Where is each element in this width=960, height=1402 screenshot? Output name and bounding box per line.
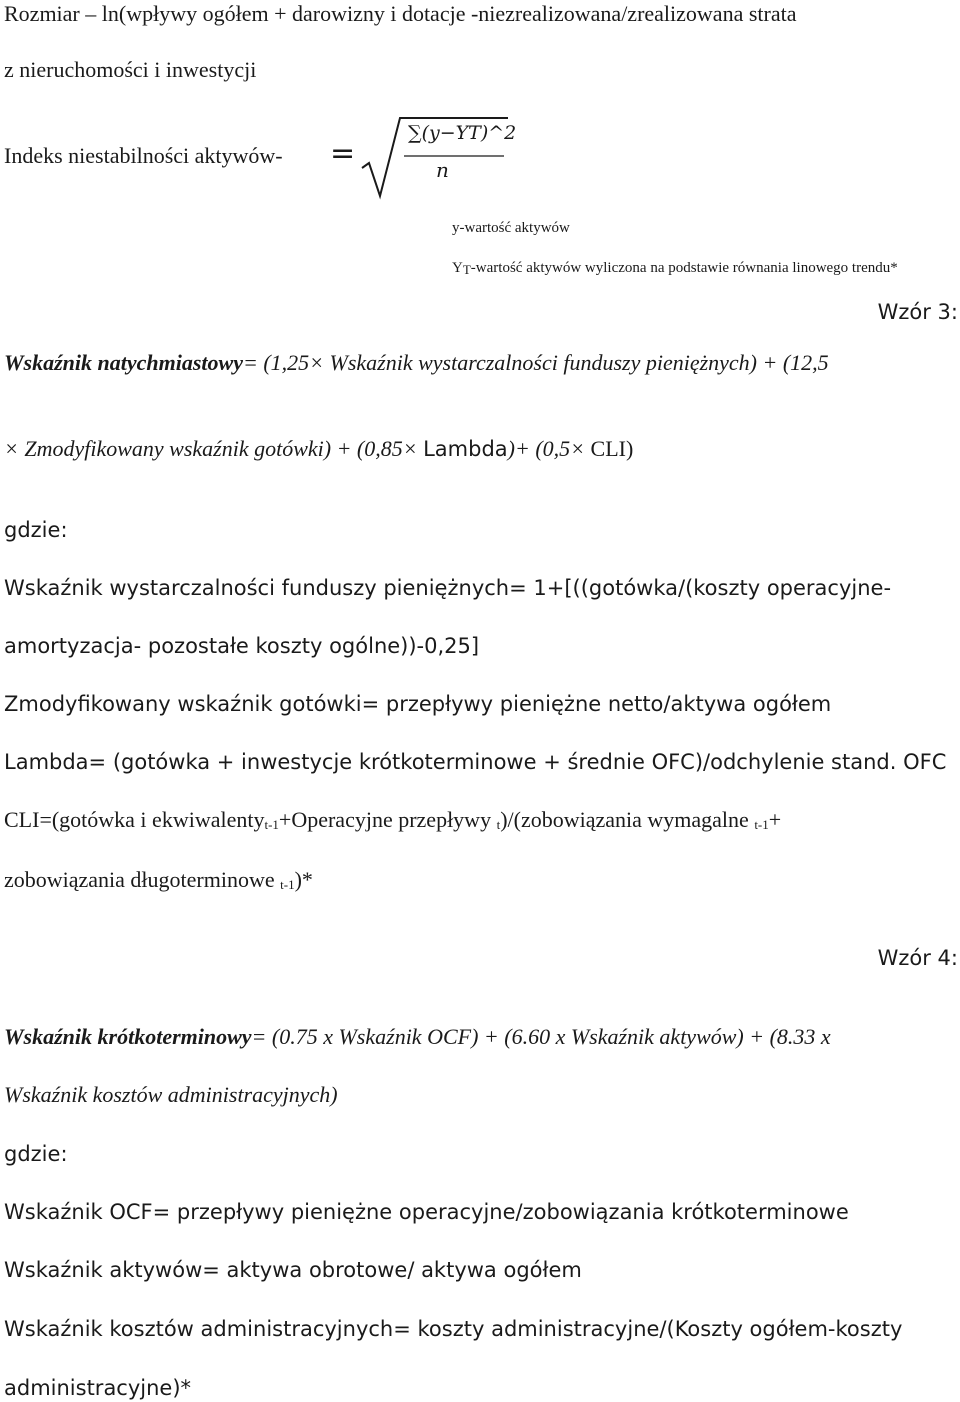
gdzie-label: gdzie: <box>4 518 68 542</box>
definition-funduszy-line-1: Wskaźnik wystarczalności funduszy pieniężnych= 1+[((gotówka/(koszty operacyjne- <box>4 576 892 600</box>
note-yt-value: $Y_T$-wartość aktywów wyliczona na podstawie równania linowego trendu* <box>452 260 898 277</box>
equation-4-title: Wskaźnik krótkoterminowy <box>4 1024 252 1049</box>
definition-funduszy-line-2: amortyzacja- pozostałe koszty ogólne))-0,25] <box>4 634 480 658</box>
text-line-nieruchomosci: z nieruchomości i inwestycji <box>4 57 257 82</box>
formula-number-4: Wzór 4: <box>877 946 958 970</box>
equation-3-line-2: × Zmodyfikowany wskaźnik gotówki) + (0,85× Lambda)+ (0,5× CLI) <box>4 436 634 461</box>
definition-kosztow-line-1: Wskaźnik kosztów administracyjnych= koszty administracyjne/(Koszty ogółem-koszty <box>4 1317 903 1341</box>
formula-equals-sign: = <box>330 136 356 171</box>
definition-aktywow: Wskaźnik aktywów= aktywa obrotowe/ aktywa ogółem <box>4 1258 582 1282</box>
gdzie-label-2: gdzie: <box>4 1142 68 1166</box>
equation-3-line-1: Wskaźnik natychmiastowy= (1,25× Wskaźnik wystarczalności funduszy pieniężnych) + (12,5 <box>4 350 829 375</box>
formula-denominator: n <box>436 158 449 182</box>
formula-asset-instability <box>4 110 524 200</box>
formula-number-3: Wzór 3: <box>877 300 958 324</box>
equation-3-title: Wskaźnik natychmiastowy <box>4 350 243 375</box>
definition-cli-line-1: CLI=(gotówka i ekwiwalenty$_{t-1}$+Operacyjne przepływy $_t$)/(zobowiązania wymagalne $_{t-1}$+ <box>4 807 782 832</box>
definition-cli-line-2: zobowiązania długoterminowe $_{t-1}$)* <box>4 867 313 892</box>
equation-4-line-2: Wskaźnik kosztów administracyjnych) <box>4 1082 338 1107</box>
definition-ocf: Wskaźnik OCF= przepływy pieniężne operacyjne/zobowiązania krótkoterminowe <box>4 1200 849 1224</box>
text-line-rozmiar: Rozmiar – ln(wpływy ogółem + darowizny i dotacje -niezrealizowana/zrealizowana strata <box>4 1 797 26</box>
note-y-value: y-wartość aktywów <box>452 220 570 236</box>
definition-gotowki: Zmodyfikowany wskaźnik gotówki= przepływy pieniężne netto/aktywa ogółem <box>4 692 832 716</box>
equation-4-line-1: Wskaźnik krótkoterminowy= (0.75 x Wskaźnik OCF) + (6.60 x Wskaźnik aktywów) + (8.33 x <box>4 1024 831 1049</box>
formula-label: Indeks niestabilności aktywów- <box>4 143 283 168</box>
definition-kosztow-line-2: administracyjne)* <box>4 1376 192 1400</box>
definition-lambda: Lambda= (gotówka + inwestycje krótkoterminowe + średnie OFC)/odchylenie stand. OFC <box>4 750 947 774</box>
formula-numerator: ∑(y−YT)^2 <box>408 122 517 144</box>
